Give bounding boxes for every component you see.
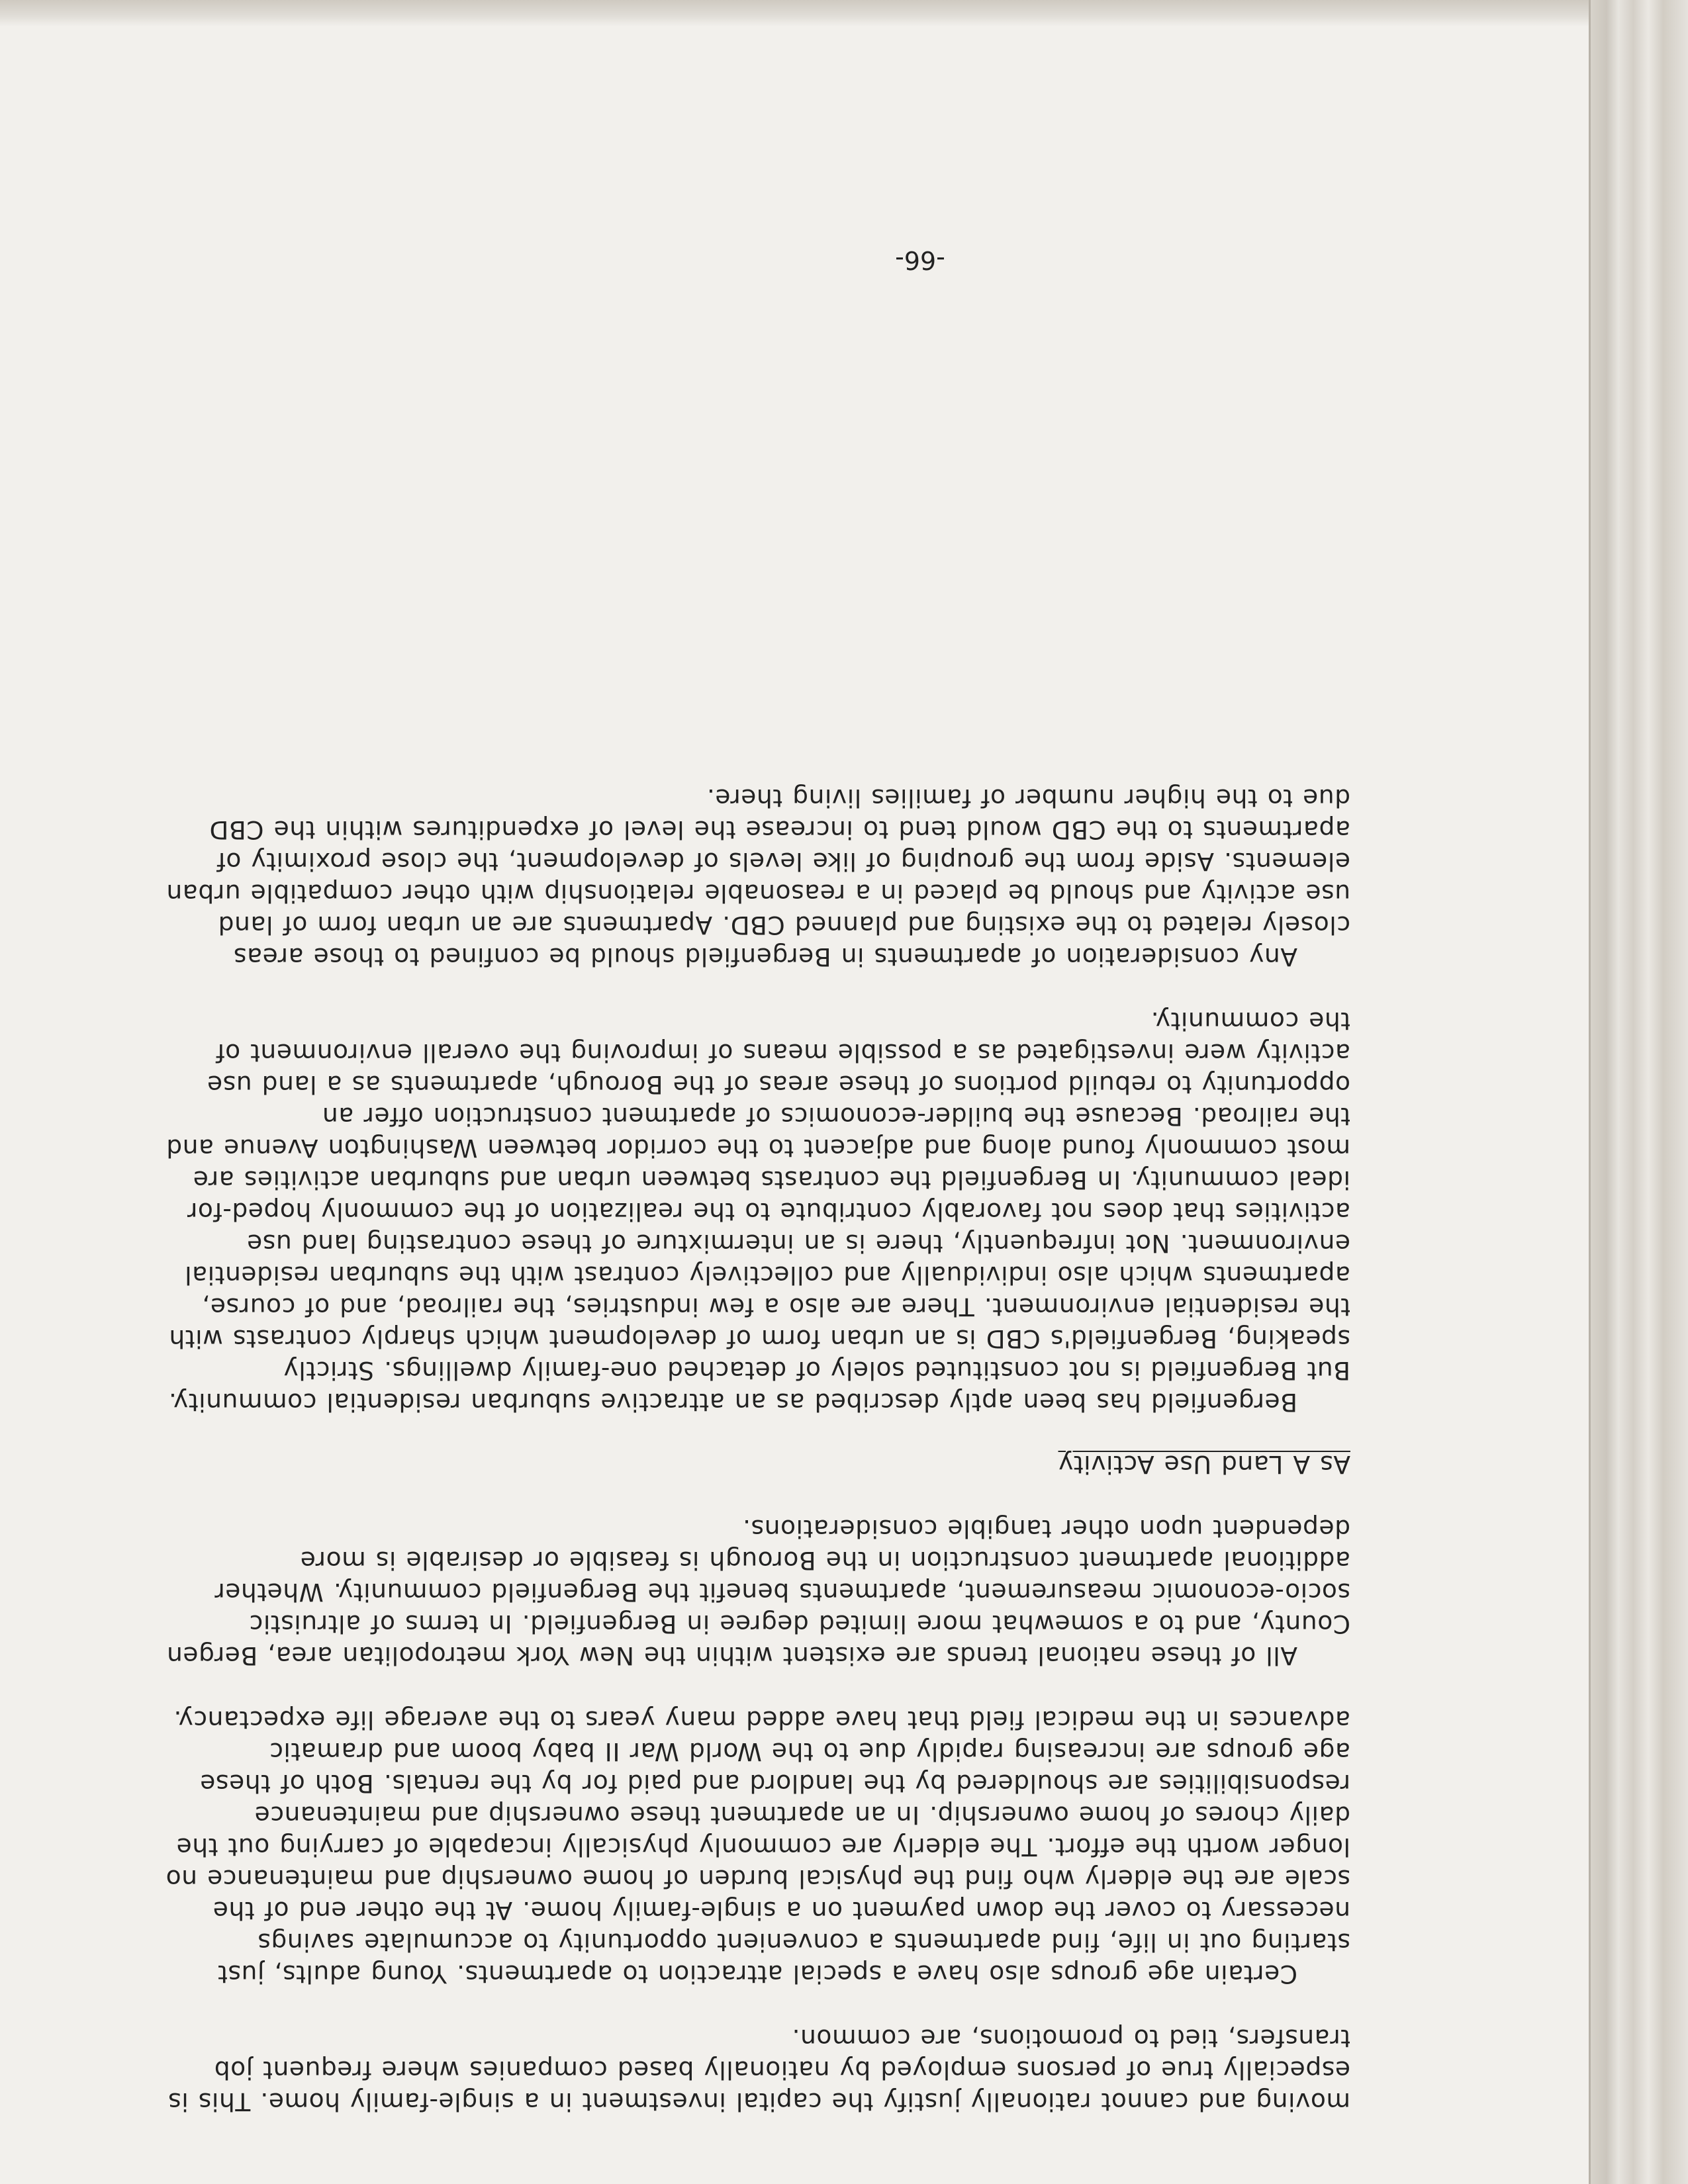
paragraph-3: All of these national trends are existent within the New York metropolitan area, Bergen County, and to a somewhat more limited degree in Bergenfield. In terms of altruistic socio-economic measurement, apartments benefit the Bergenfield community. Whether additional apartment construction in the Borough is feasible or desirable is more dependent upon other tangible considerations.: [166, 1514, 1350, 1670]
section-heading-text: As A Land Use Activity: [1058, 1450, 1350, 1479]
section-heading: [165, 1449, 1350, 1480]
paragraph-1: moving and cannot rationally justify the capital investment in a single-family home. This is especially true of persons employed by nationally based companies where frequent job transfers, tied to promotions, are common.: [167, 2024, 1350, 2116]
paragraph-2: Certain age groups also have a special attraction to apartments. Young adults, just starting out in life, find apartments a convenient opportunity to accumulate savings necessary to cover the down payment on a single-family home. At the other end of the scale are the elderly who find the physical burden of home ownership and maintenance no longer worth the effort. The elderly are commonly physically incapable of carrying out the daily chores of home ownership. In an apartment these ownership and maintenance responsibilities are shouldered by the landlord and paid for by the rentals. Both of these age groups are increasing rapidly due to the World War II baby boom and dramatic advances in the medical field that have added many years to the average life expectancy.: [165, 1706, 1350, 1989]
paragraph-5: Any consideration of apartments in Bergenfield should be confined to those areas closely related to the existing and planned CBD. Apartments are an urban form of land use activity and should be placed in a reasonable relationship with other compatible urban elements. Aside from the grouping of like levels of development, the close proximity of apartments to the CBD would tend to increase the level of expenditures within the CBD due to the higher number of families living there.: [165, 784, 1350, 972]
body-text: [165, 750, 1350, 2118]
page-number: -66-: [895, 246, 945, 275]
paragraph-4: Bergenfield has been aptly described as an attractive suburban residential community. But Bergenfield is not constituted solely of detached one-family dwellings. Strictly speaking, Bergenfield's CBD is an urban form of development which sharply contrasts with the residential environment. There are also a few industries, the railroad, and of course, apartments which also individually and collectively contrast with the suburban residential environment. Not infrequently, there is an intermixture of these contrasting land use activities that does not favorably contribute to the realization of the commonly hoped-for ideal community. In Bergenfield the contrasts between urban and suburban activities are most commonly found along and adjacent to the corridor between Washington Avenue and the railroad. Because the builder-economics of apartment construction offer an opportunity to rebuild portions of these areas of the Borough, apartments as a land use activity were investigated as a possible means of improving the overall environment of the community.: [165, 1007, 1350, 1417]
